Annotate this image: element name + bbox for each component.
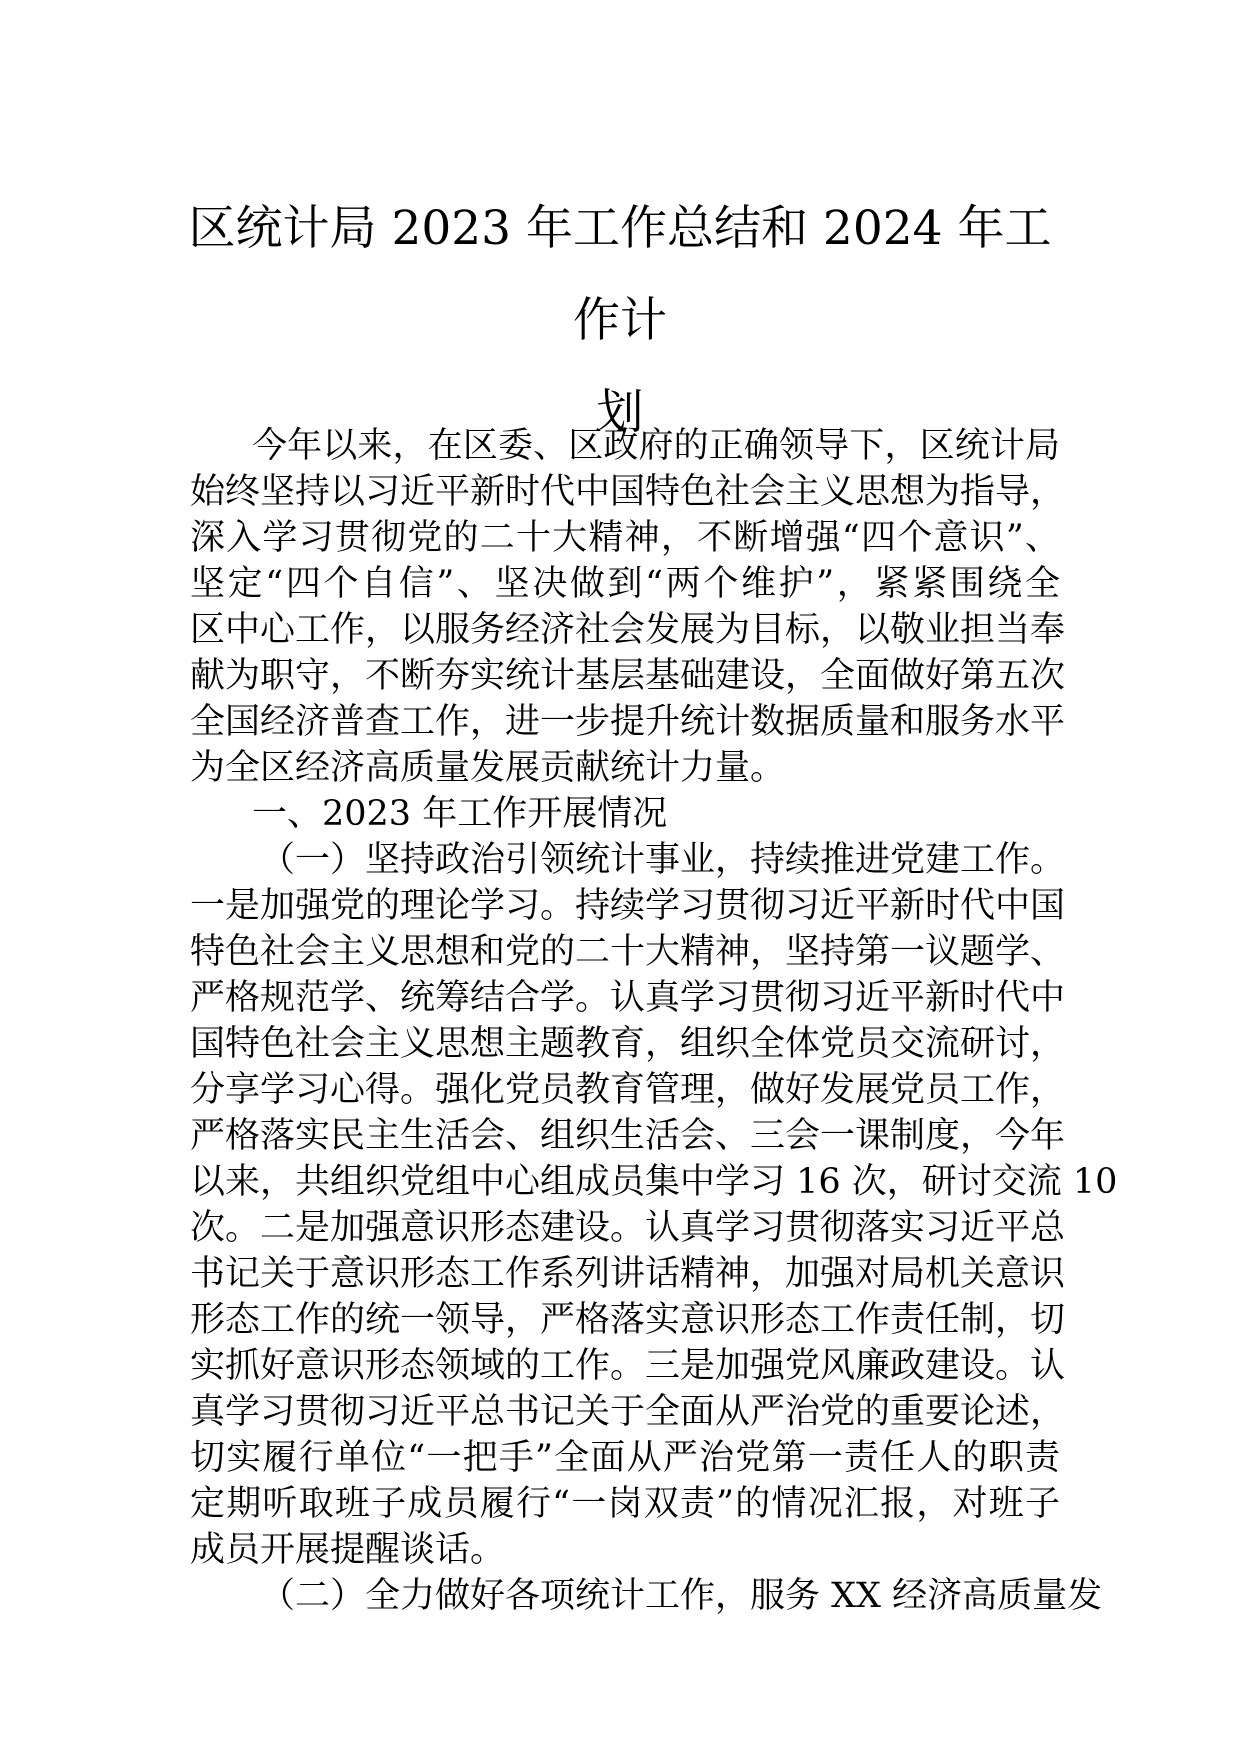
paragraph-line: 分享学习心得。强化党员教育管理，做好发展党员工作，: [190, 1070, 1066, 1110]
document-body: [190, 423, 1118, 1619]
paragraph-line: 全国经济普查工作，进一步提升统计数据质量和服务水平: [190, 702, 1066, 742]
paragraph-line: 坚定“四个自信”、坚决做到“两个维护”，紧紧围绕全: [190, 564, 1060, 604]
subsection-heading: （一）坚持政治引领统计事业，持续推进党建工作。: [260, 840, 1066, 880]
title-line-1: 区统计局 2023 年工作总结和 2024 年工作计: [188, 201, 1052, 348]
paragraph-line: 今年以来，在区委、区政府的正确领导下，区统计局: [252, 426, 1060, 466]
paragraph-line: 书记关于意识形态工作系列讲话精神，加强对局机关意识: [190, 1254, 1066, 1294]
paragraph-line: 国特色社会主义思想主题教育，组织全体党员交流研讨，: [190, 1024, 1066, 1064]
subsection-heading: （二）全力做好各项统计工作，服务 XX 经济高质量发: [260, 1576, 1103, 1616]
document-title: [180, 183, 1060, 459]
paragraph-line: 严格规范学、统筹结合学。认真学习贯彻习近平新时代中: [190, 978, 1066, 1018]
paragraph-line: 深入学习贯彻党的二十大精神，不断增强“四个意识”、: [190, 518, 1060, 558]
paragraph-line: 形态工作的统一领导，严格落实意识形态工作责任制，切: [190, 1300, 1066, 1340]
paragraph-line: 以来，共组织党组中心组成员集中学习 16 次，研讨交流 10: [190, 1162, 1118, 1202]
paragraph-line: 区中心工作，以服务经济社会发展为目标，以敬业担当奉: [190, 610, 1066, 650]
paragraph-line: 定期听取班子成员履行“一岗双责”的情况汇报，对班子: [190, 1484, 1060, 1524]
section-heading: 一、2023 年工作开展情况: [252, 794, 668, 834]
paragraph-line: 献为职守，不断夯实统计基层基础建设，全面做好第五次: [190, 656, 1066, 696]
paragraph-line: 成员开展提醒谈话。: [190, 1530, 506, 1570]
paragraph-line: 特色社会主义思想和党的二十大精神，坚持第一议题学、: [190, 932, 1066, 972]
paragraph-line: 严格落实民主生活会、组织生活会、三会一课制度，今年: [190, 1116, 1066, 1156]
paragraph-line: 切实履行单位“一把手”全面从严治党第一责任人的职责: [190, 1438, 1060, 1478]
paragraph-line: 为全区经济高质量发展贡献统计力量。: [190, 748, 786, 788]
title-line-2: 划: [596, 385, 644, 440]
paragraph-line: 一是加强党的理论学习。持续学习贯彻习近平新时代中国: [190, 886, 1066, 926]
paragraph-line: 真学习贯彻习近平总书记关于全面从严治党的重要论述，: [190, 1392, 1066, 1432]
paragraph-line: 实抓好意识形态领域的工作。三是加强党风廉政建设。认: [190, 1346, 1066, 1386]
paragraph-line: 始终坚持以习近平新时代中国特色社会主义思想为指导，: [190, 472, 1066, 512]
paragraph-line: 次。二是加强意识形态建设。认真学习贯彻落实习近平总: [190, 1208, 1066, 1248]
